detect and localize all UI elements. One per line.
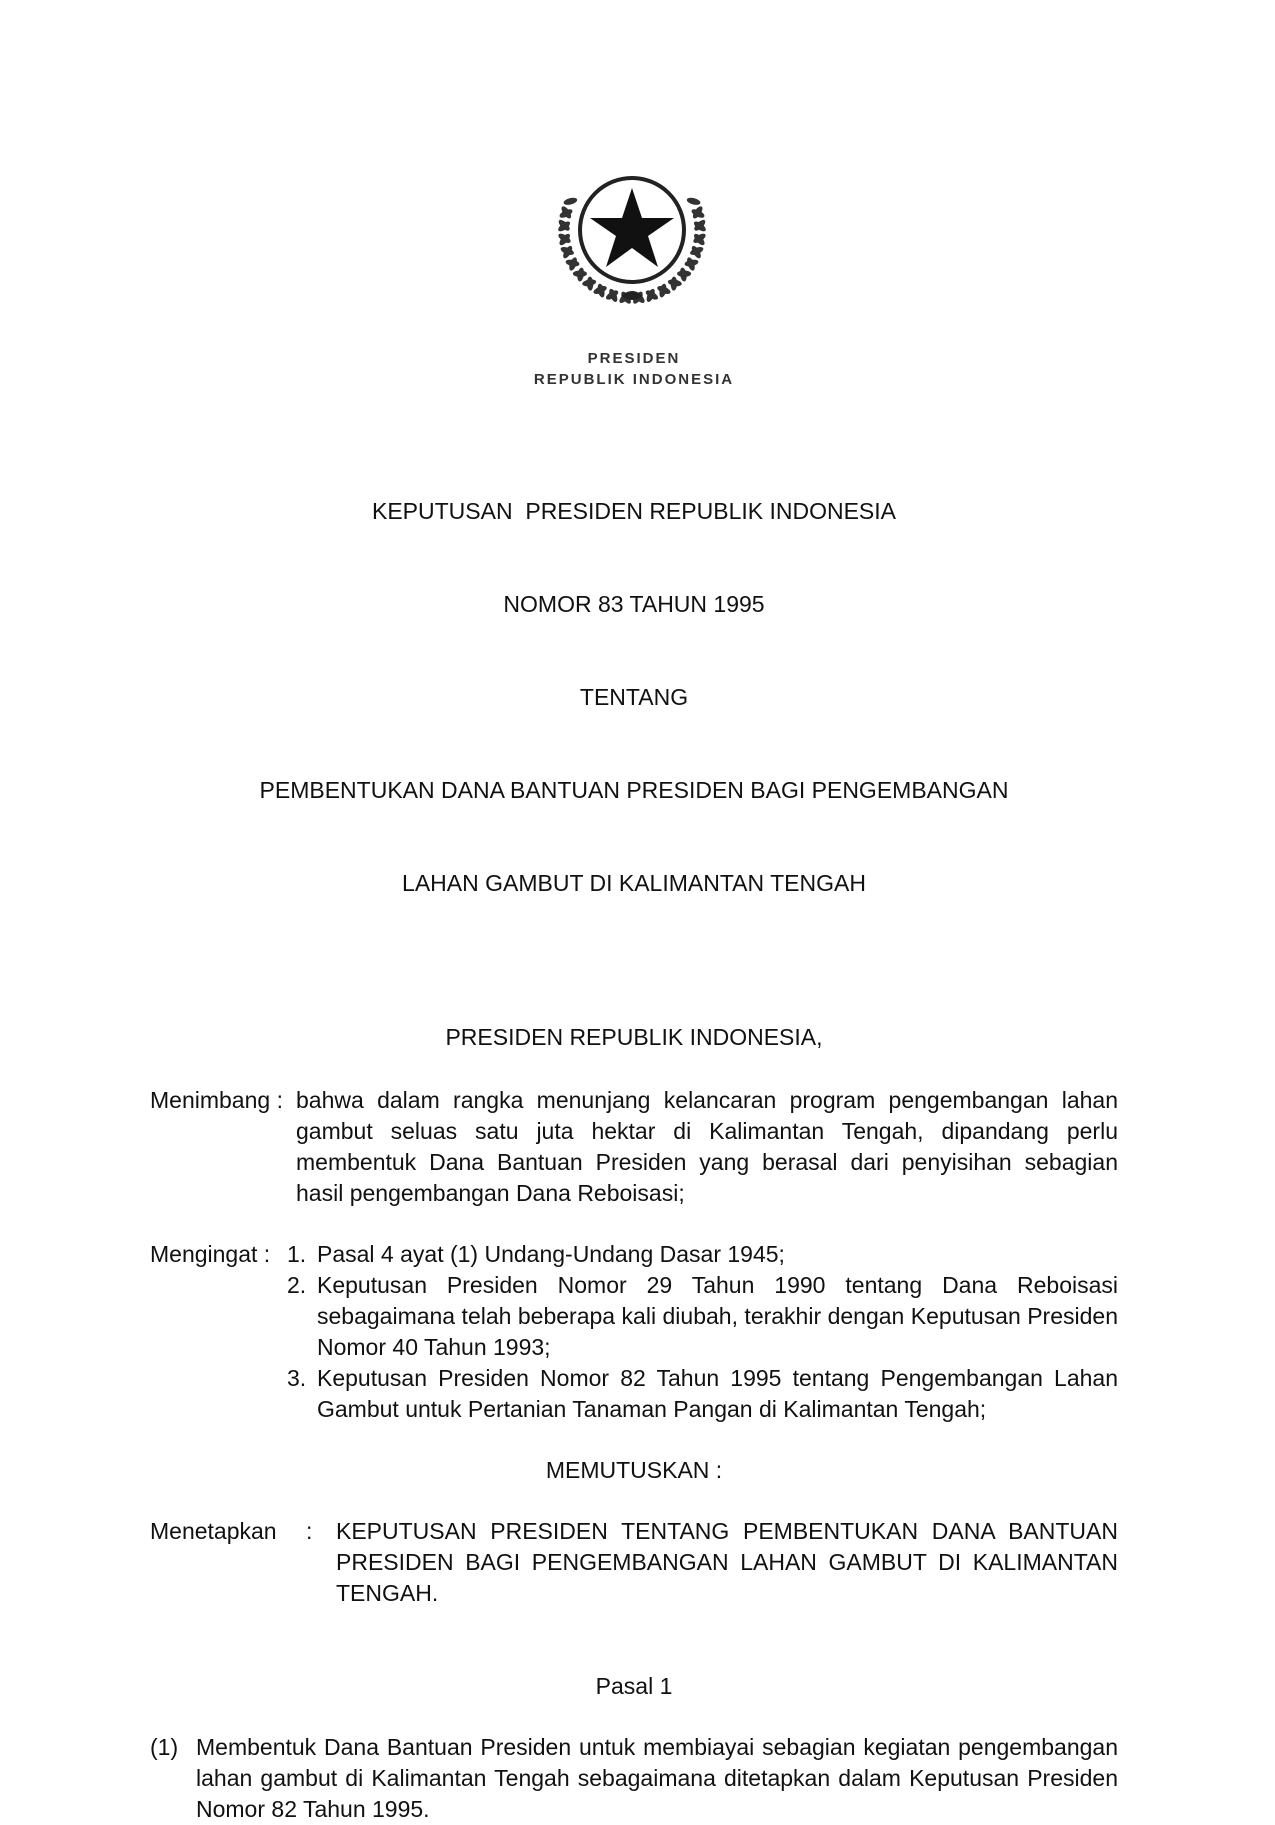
- wreath-leaf: [686, 196, 701, 206]
- menetapkan-section: [150, 1516, 1118, 1609]
- pasal-item-text: Membentuk Dana Bantuan Presiden untuk membiayai sebagian kegiatan pengembangan lahan gambut di Kalimantan Tengah sebagaimana ditetapkan dalam Keputusan Presiden Nomor 82 Tahun 1995.: [196, 1734, 1118, 1822]
- menetapkan-colon: :: [306, 1518, 313, 1544]
- memutuskan-heading: MEMUTUSKAN :: [545, 1457, 723, 1483]
- title-line: KEPUTUSAN PRESIDEN REPUBLIK INDONESIA: [371, 498, 896, 524]
- letterhead-line2: REPUBLIK INDONESIA: [533, 371, 735, 388]
- wreath-leaf: [677, 271, 691, 277]
- presidential-seal-emblem: [547, 146, 717, 318]
- pasal-item: [150, 1732, 1118, 1825]
- title-line: PEMBENTUKAN DANA BANTUAN PRESIDEN BAGI PENGEMBANGAN: [259, 777, 1009, 803]
- pasal-heading: Pasal 1: [595, 1673, 673, 1699]
- letterhead-line1: PRESIDEN: [587, 350, 681, 367]
- mengingat-num: 2.: [287, 1272, 307, 1298]
- menimbang-label: Menimbang :: [150, 1087, 283, 1113]
- wreath-leaf: [573, 271, 587, 277]
- mengingat-num: 3.: [287, 1365, 307, 1391]
- mengingat-item: Keputusan Presiden Nomor 82 Tahun 1995 tentang Pengembangan Lahan Gambut untuk Pertanian Tanaman Pangan di Kalimantan Tengah;: [317, 1365, 1118, 1422]
- mengingat-num: 1.: [287, 1241, 307, 1267]
- pasal-item-num: (1): [150, 1734, 179, 1760]
- wreath-leaf: [582, 278, 597, 287]
- title-block: [150, 434, 1118, 961]
- menetapkan-label: Menetapkan: [150, 1518, 277, 1544]
- mengingat-item: Keputusan Presiden Nomor 29 Tahun 1990 tentang Dana Reboisasi sebagaimana telah beberapa kali diubah, terakhir dengan Keputusan Presiden Nomor 40 Tahun 1993;: [317, 1272, 1118, 1360]
- mengingat-label: Mengingat :: [150, 1241, 271, 1267]
- wreath-leaf: [563, 196, 578, 206]
- title-line: TENTANG: [579, 684, 689, 710]
- menetapkan-text: KEPUTUSAN PRESIDEN TENTANG PEMBENTUKAN DANA BANTUAN PRESIDEN BAGI PENGEMBANGAN LAHAN GAMBUT DI KALIMANTAN TENGAH.: [336, 1518, 1118, 1606]
- title-line: NOMOR 83 TAHUN 1995: [503, 591, 765, 617]
- title-line: LAHAN GAMBUT DI KALIMANTAN TENGAH: [402, 870, 866, 896]
- mengingat-item: Pasal 4 ayat (1) Undang-Undang Dasar 1945;: [317, 1241, 785, 1267]
- wreath-leaf: [565, 259, 580, 268]
- menimbang-text: bahwa dalam rangka menunjang kelancaran program pengembangan lahan gambut seluas satu juta hektar di Kalimantan Tengah, dipandang perlu membentuk Dana Bantuan Presiden yang berasal dari penyisihan sebagian hasil pengembangan Dana Reboisasi;: [296, 1087, 1118, 1206]
- wreath-leaf: [667, 278, 682, 287]
- mengingat-section: [150, 1239, 1118, 1425]
- menimbang-section: [150, 1085, 1118, 1209]
- issuer: PRESIDEN REPUBLIK INDONESIA,: [445, 1024, 823, 1050]
- wreath-leaf: [684, 259, 699, 268]
